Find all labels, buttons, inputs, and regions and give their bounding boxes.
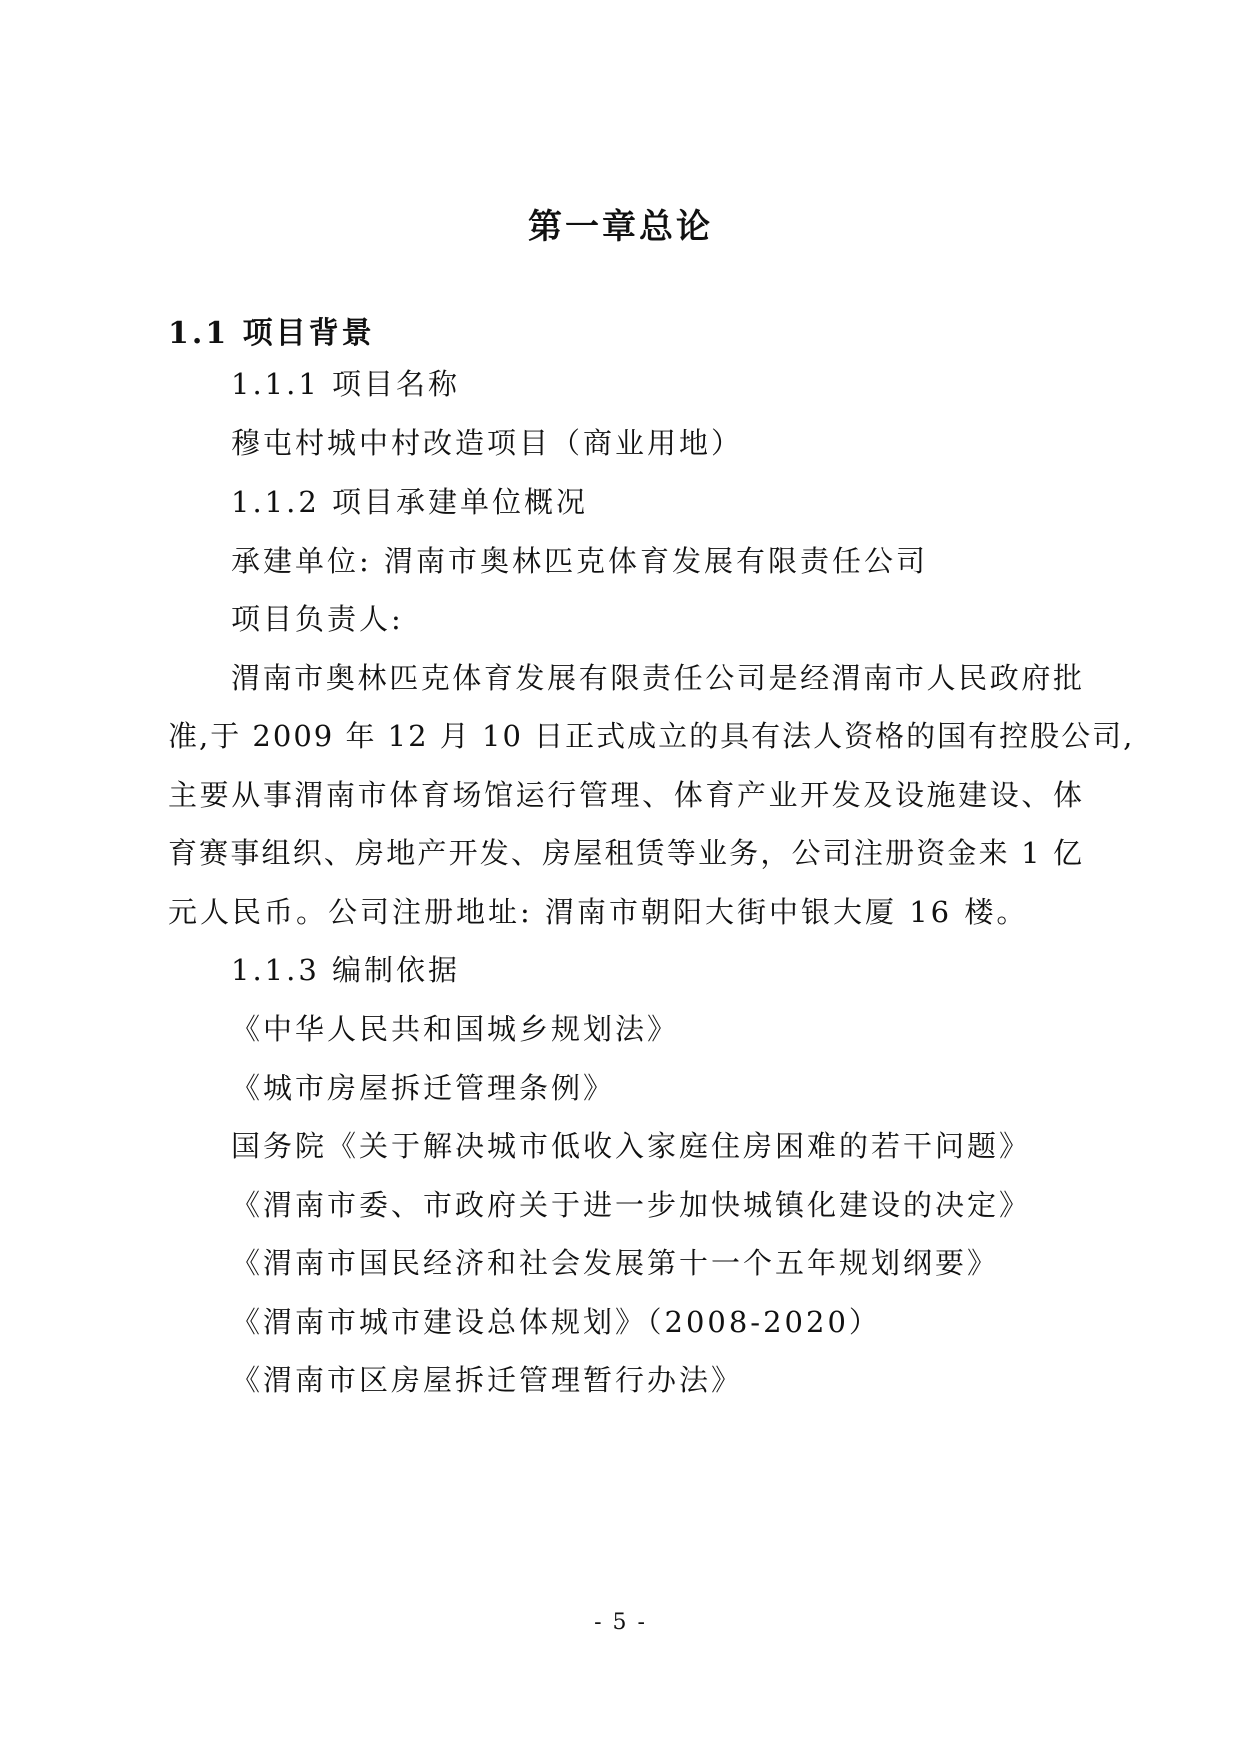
contractor-unit-line: 承建单位: 渭南市奥林匹克体育发展有限责任公司: [231, 544, 928, 578]
paragraph-line: 元人民币。公司注册地址: 渭南市朝阳大街中银大厦 16 楼。: [168, 895, 1029, 929]
section-heading: 1.1 项目背景: [168, 316, 375, 351]
page-number: - 5 -: [594, 1610, 647, 1635]
basis-item: 《渭南市城市建设总体规划》（2008-2020）: [231, 1305, 881, 1339]
paragraph-line: 准,于 2009 年 12 月 10 日正式成立的具有法人资格的国有控股公司,: [168, 719, 1135, 753]
subsection-heading-basis: 1.1.3 编制依据: [231, 953, 461, 987]
chapter-title: 第一章总论: [528, 207, 713, 247]
paragraph-line: 主要从事渭南市体育场馆运行管理、体育产业开发及设施建设、体: [168, 778, 1084, 812]
subsection-heading-project-name: 1.1.1 项目名称: [231, 367, 461, 401]
project-name-text: 穆屯村城中村改造项目（商业用地）: [231, 426, 744, 460]
paragraph-line: 渭南市奥林匹克体育发展有限责任公司是经渭南市人民政府批: [231, 661, 1084, 695]
basis-item: 国务院《关于解决城市低收入家庭住房困难的若干问题》: [231, 1129, 1032, 1163]
basis-item: 《城市房屋拆迁管理条例》: [231, 1071, 616, 1105]
basis-item: 《中华人民共和国城乡规划法》: [231, 1012, 680, 1046]
project-leader-line: 项目负责人:: [231, 602, 404, 636]
paragraph-line: 育赛事组织、房地产开发、房屋租赁等业务，公司注册资金来 1 亿: [168, 836, 1084, 870]
basis-item: 《渭南市国民经济和社会发展第十一个五年规划纲要》: [231, 1246, 1000, 1280]
subsection-heading-contractor: 1.1.2 项目承建单位概况: [231, 485, 589, 519]
basis-item: 《渭南市委、市政府关于进一步加快城镇化建设的决定》: [231, 1188, 1032, 1222]
basis-item: 《渭南市区房屋拆迁管理暂行办法》: [231, 1363, 744, 1397]
